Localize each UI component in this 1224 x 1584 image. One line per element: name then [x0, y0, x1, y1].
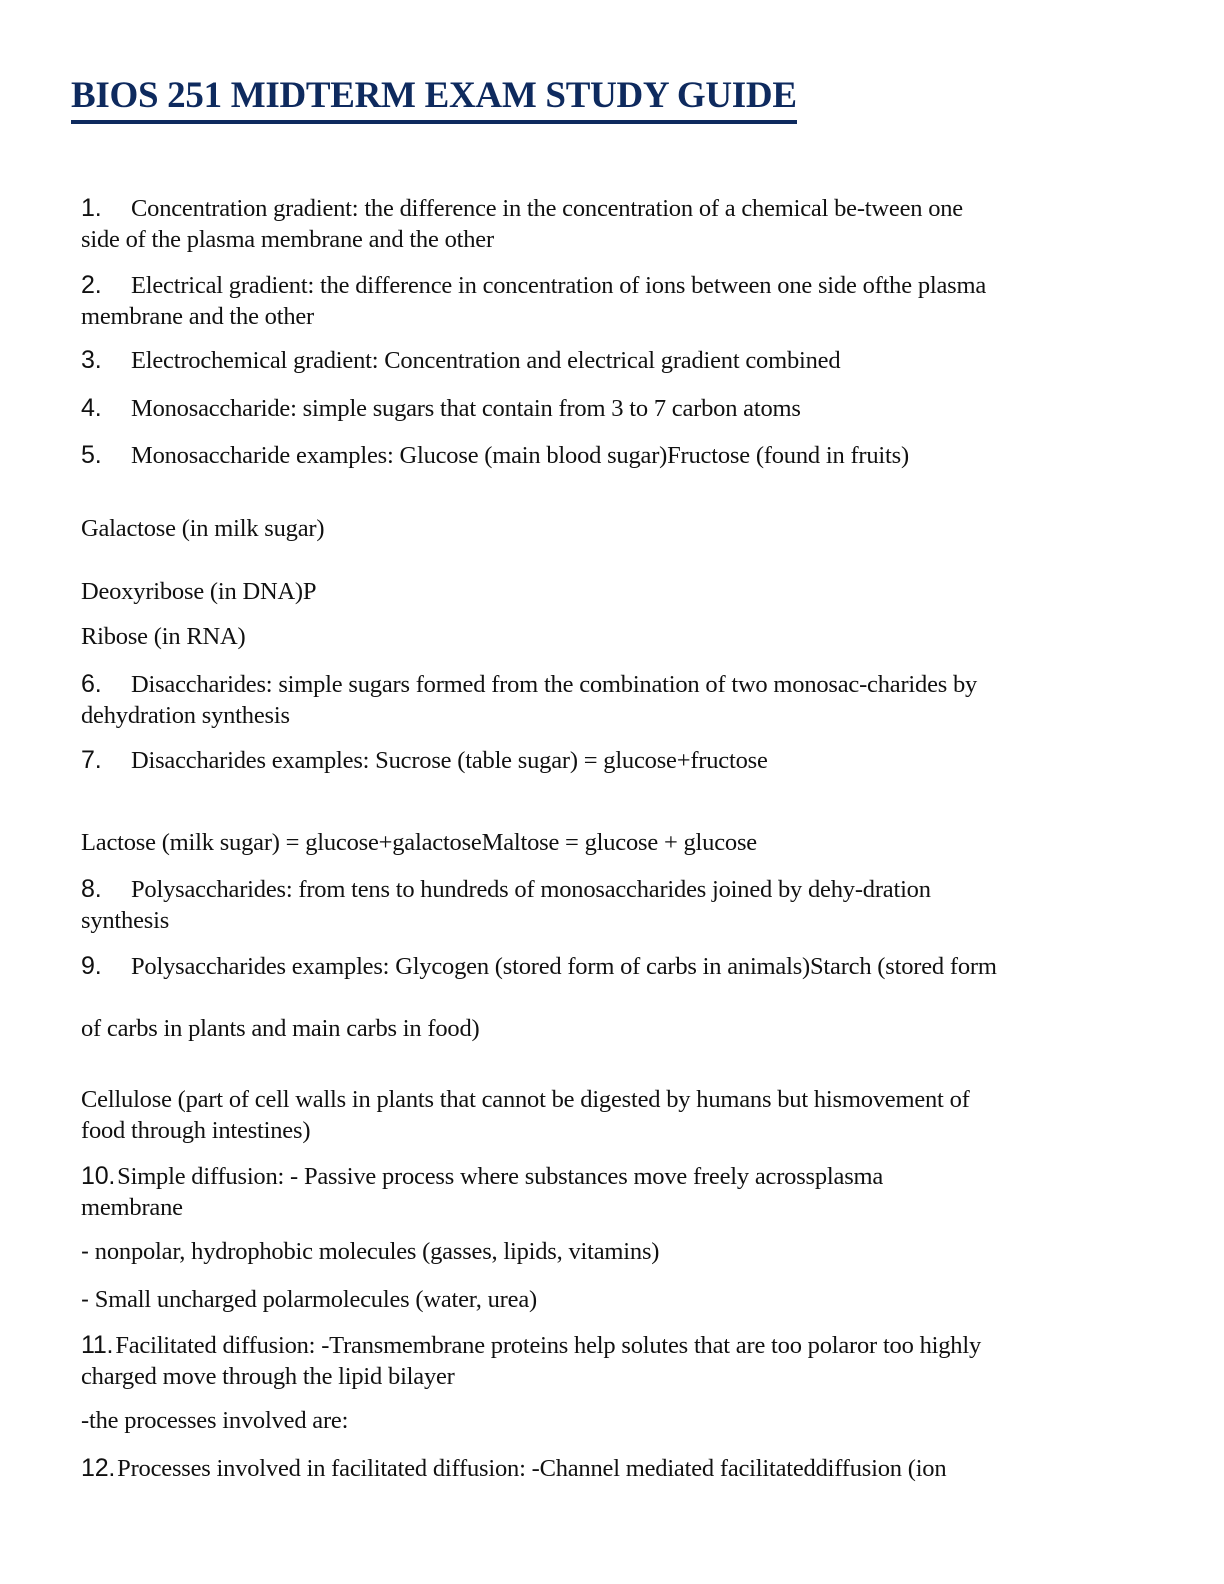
item-number: 7. [81, 746, 102, 774]
list-item-6-cont: dehydration synthesis [81, 702, 290, 729]
item-text: Polysaccharides examples: Glycogen (stored form of carbs in animals)Starch (stored form [131, 953, 997, 980]
item-number: 2. [81, 271, 102, 299]
list-item-1 [81, 193, 963, 224]
list-item-3 [81, 345, 840, 376]
list-item-10-bullet-2: - Small uncharged polarmolecules (water, urea) [81, 1286, 537, 1313]
list-item-2-cont: membrane and the other [81, 303, 315, 330]
list-item-5-cont-2: Deoxyribose (in DNA)P [81, 578, 317, 605]
item-number: 6. [81, 670, 102, 698]
list-item-5-cont-3: Ribose (in RNA) [81, 623, 246, 650]
item-text: Monosaccharide examples: Glucose (main blood sugar)Fructose (found in fruits) [131, 442, 909, 469]
item-number: 11. [81, 1331, 114, 1359]
list-item-5 [81, 440, 909, 471]
dash-bullet-icon: - [81, 1238, 89, 1265]
list-item-8 [81, 874, 931, 905]
item-text: Electrical gradient: the difference in concentration of ions between one side ofthe plasma [131, 272, 987, 299]
item-text: Monosaccharide: simple sugars that contain from 3 to 7 carbon atoms [131, 395, 801, 422]
list-item-9-cont-2: Cellulose (part of cell walls in plants that cannot be digested by humans but hismovement of [81, 1086, 970, 1113]
list-item-9-cont-1: of carbs in plants and main carbs in food) [81, 1015, 480, 1042]
item-number: 12. [81, 1454, 116, 1482]
list-item-11-cont: charged move through the lipid bilayer [81, 1363, 455, 1390]
list-item-7 [81, 745, 768, 776]
list-item-1-cont: side of the plasma membrane and the other [81, 226, 494, 253]
list-item-10-bullet-1: - nonpolar, hydrophobic molecules (gasses, lipids, vitamins) [81, 1238, 660, 1265]
list-item-9 [81, 951, 997, 982]
list-item-11 [81, 1330, 981, 1361]
list-item-6 [81, 669, 977, 700]
item-text: Concentration gradient: the difference in the concentration of a chemical be-tween one [131, 195, 963, 222]
list-item-11-cont-2: -the processes involved are: [81, 1407, 349, 1434]
list-item-8-cont: synthesis [81, 907, 170, 934]
item-text: Processes involved in facilitated diffusion: -Channel mediated facilitateddiffusion (ion [117, 1455, 947, 1482]
item-text: Simple diffusion: - Passive process where substances move freely acrossplasma [117, 1163, 884, 1190]
list-item-10-cont: membrane [81, 1194, 183, 1221]
item-number: 8. [81, 875, 102, 903]
item-number: 10. [81, 1162, 116, 1190]
item-number: 9. [81, 952, 102, 980]
dash-bullet-icon: - [81, 1286, 89, 1313]
item-number: 4. [81, 394, 102, 422]
page-title: BIOS 251 MIDTERM EXAM STUDY GUIDE [71, 74, 797, 124]
list-item-12 [81, 1453, 946, 1484]
list-item-2 [81, 270, 986, 301]
list-item-10 [81, 1161, 883, 1192]
list-item-9-cont-3: food through intestines) [81, 1117, 311, 1144]
item-number: 1. [81, 194, 102, 222]
item-number: 5. [81, 441, 102, 469]
list-item-4 [81, 393, 801, 424]
item-number: 3. [81, 346, 102, 374]
item-text: Disaccharides: simple sugars formed from the combination of two monosac-charides by [131, 671, 978, 698]
item-text: Facilitated diffusion: -Transmembrane proteins help solutes that are too polaror too highly [115, 1332, 981, 1359]
list-item-7-cont: Lactose (milk sugar) = glucose+galactoseMaltose = glucose + glucose [81, 829, 757, 856]
item-text: Disaccharides examples: Sucrose (table sugar) = glucose+fructose [131, 747, 768, 774]
item-text: Electrochemical gradient: Concentration and electrical gradient combined [131, 347, 841, 374]
item-text: Polysaccharides: from tens to hundreds of monosaccharides joined by dehy-dration [131, 876, 931, 903]
list-item-5-cont-1: Galactose (in milk sugar) [81, 515, 325, 542]
